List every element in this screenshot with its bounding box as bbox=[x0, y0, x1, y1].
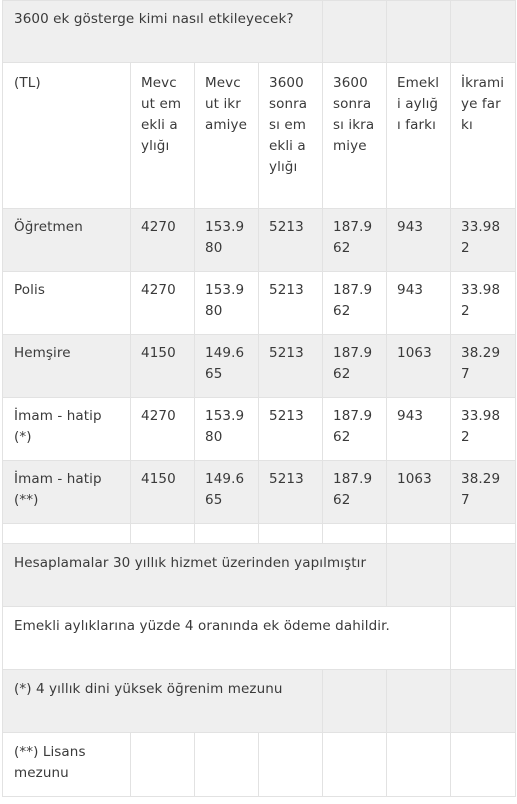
table-title: 3600 ek gösterge kimi nasıl etkileyecek? bbox=[3, 1, 323, 63]
row-label: Hemşire bbox=[3, 335, 131, 398]
table-cell: 153.980 bbox=[195, 209, 259, 272]
table-cell: 153.980 bbox=[195, 272, 259, 335]
row-label: Polis bbox=[3, 272, 131, 335]
note-text: (*) 4 yıllık dini yüksek öğrenim mezunu bbox=[3, 670, 323, 733]
row-label: İmam - hatip (**) bbox=[3, 461, 131, 524]
table-cell: 943 bbox=[387, 209, 451, 272]
table-row bbox=[3, 209, 516, 272]
table-cell: 943 bbox=[387, 398, 451, 461]
note-row bbox=[3, 607, 516, 670]
column-header: Mevcut ikramiye bbox=[195, 63, 259, 209]
table-cell: 4270 bbox=[131, 209, 195, 272]
column-header: İkramiye farkı bbox=[451, 63, 516, 209]
table-cell: 33.982 bbox=[451, 272, 516, 335]
column-header: 3600 sonrası emekli aylığı bbox=[259, 63, 323, 209]
table-cell: 4150 bbox=[131, 461, 195, 524]
table-cell: 4270 bbox=[131, 398, 195, 461]
note-row bbox=[3, 670, 516, 733]
table-cell: 4270 bbox=[131, 272, 195, 335]
table-cell: 5213 bbox=[259, 209, 323, 272]
note-row bbox=[3, 544, 516, 607]
table-row bbox=[3, 272, 516, 335]
table-cell: 33.982 bbox=[451, 209, 516, 272]
column-header: 3600 sonrası ikramiye bbox=[323, 63, 387, 209]
table-cell: 187.962 bbox=[323, 272, 387, 335]
table-cell: 33.982 bbox=[451, 398, 516, 461]
column-header: Mevcut emekli aylığı bbox=[131, 63, 195, 209]
table-row bbox=[3, 461, 516, 524]
table-cell: 187.962 bbox=[323, 209, 387, 272]
table-cell: 5213 bbox=[259, 335, 323, 398]
title-row bbox=[3, 1, 516, 63]
table-cell: 38.297 bbox=[451, 335, 516, 398]
table-cell: 187.962 bbox=[323, 398, 387, 461]
note-text: (**) Lisans mezunu bbox=[3, 733, 131, 797]
empty-row bbox=[3, 524, 516, 544]
table-cell: 187.962 bbox=[323, 335, 387, 398]
pension-comparison-table bbox=[2, 0, 516, 797]
table-cell: 4150 bbox=[131, 335, 195, 398]
table-cell: 1063 bbox=[387, 335, 451, 398]
table-cell: 5213 bbox=[259, 398, 323, 461]
table-cell: 38.297 bbox=[451, 461, 516, 524]
table-cell: 187.962 bbox=[323, 461, 387, 524]
table-cell: 153.980 bbox=[195, 398, 259, 461]
table-cell: 5213 bbox=[259, 272, 323, 335]
note-text: Hesaplamalar 30 yıllık hizmet üzerinden yapılmıştır bbox=[3, 544, 387, 607]
table-cell: 149.665 bbox=[195, 461, 259, 524]
column-header: Emekli aylığı farkı bbox=[387, 63, 451, 209]
table-row bbox=[3, 335, 516, 398]
table-cell: 1063 bbox=[387, 461, 451, 524]
header-row bbox=[3, 63, 516, 209]
column-header: (TL) bbox=[3, 63, 131, 209]
table-cell: 943 bbox=[387, 272, 451, 335]
note-row bbox=[3, 733, 516, 797]
table-cell: 5213 bbox=[259, 461, 323, 524]
note-text: Emekli aylıklarına yüzde 4 oranında ek ödeme dahildir. bbox=[3, 607, 451, 670]
row-label: Öğretmen bbox=[3, 209, 131, 272]
table-row bbox=[3, 398, 516, 461]
row-label: İmam - hatip (*) bbox=[3, 398, 131, 461]
table-cell: 149.665 bbox=[195, 335, 259, 398]
